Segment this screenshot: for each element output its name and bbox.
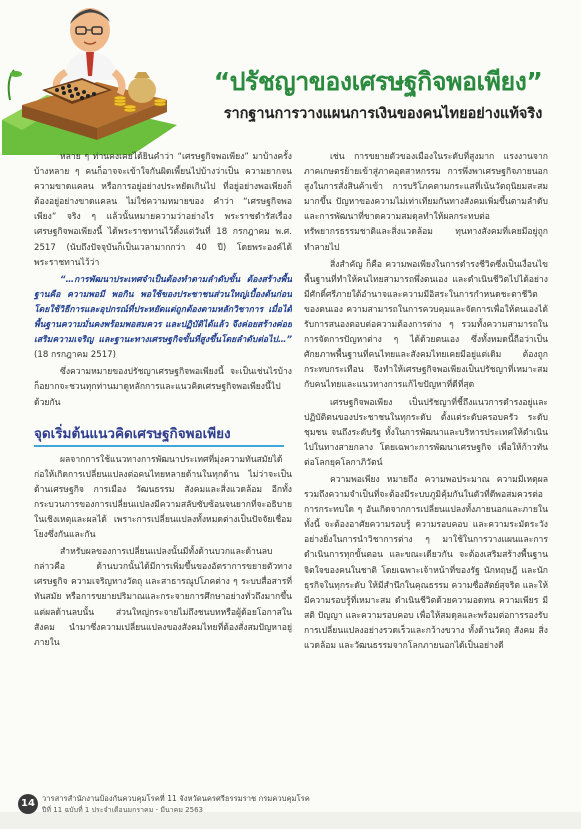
- right-paragraph-1: เช่น การขยายตัวของเมืองในระดับที่สูงมาก แรงงานจากภาคเกษตรย้ายเข้าสู่ภาคอุตสาหกรรม การพึ่งพาเศรษฐกิจภายนอกสูงในการสั่งสินค้าเข้า การบริโภคตามกระแสที่เน้นวัตถุนิยมสะสมมากขึ้น ปัญหาของความไม่เท่าเทียมกันทางสังคมเพิ่มขึ้นตามลำดับ และการพัฒนาที่ขาดความสมดุลทำให้ผลกระทบต่อทรัพยากรธรรมชาติและสิ่งแวดล้อม ทุนทางสังคมที่เคยมีอยู่ถูกทำลายไป: [304, 152, 548, 253]
- journal-issue: ปีที่ 11 ฉบับที่ 1 ประจำเดือนมกราคม - มีนาคม 2563: [42, 806, 203, 814]
- left-paragraph-1: หลาย ๆ ท่านคงเคยได้ยินคำว่า “เศรษฐกิจพอเพียง” มาบ้างครั้ง บ้างหลาย ๆ คนก็อาจจะเข้าใจกันผิดเพี้ยนไปบ้างว่าเป็น ความยากจน ความขาดแคลน หรือการอยู่อย่างประหยัดเกินไป ที่อยู่อย่างพอเพียงก็ต้องอยู่อย่างขาดแคลน ไม่ใช่ความหมายของ คำว่า “เศรษฐกิจพอเพียง” จริง ๆ แล้วนั้นหมายความว่าอย่างไร พระราชดำรัสเรื่องเศรษฐกิจพอเพียงนี้ ได้พระราชทานไว้ตั้งแต่วันที่ 18 กรกฎาคม พ.ศ. 2517 (นับถึงปัจจุบันก็เป็นเวลามากกว่า 40 ปี) โดยพระองค์ได้พระราชทานไว้ว่า: [34, 152, 292, 268]
- article-subtitle: รากฐานการวางแผนการเงินของคนไทยอย่างแท้จริง: [223, 106, 543, 122]
- article-title: “ปรัชญาของเศรษฐกิจพอเพียง”: [213, 67, 543, 96]
- right-column: [304, 150, 548, 790]
- man-with-abacus-illustration: [2, 0, 177, 155]
- left-paragraph-3: ผลจากการใช้แนวทางการพัฒนาประเทศที่มุ่งความทันสมัยได้ก่อให้เกิดการเปลี่ยนแปลงต่อคนไทยหลายด้านในทุกด้าน ไม่ว่าจะเป็นด้านเศรษฐกิจ การเมือง วัฒนธรรม สังคมและสิ่งแวดล้อม อีกทั้งกระบวนการของการเปลี่ยนแปลงมีความสลับซับซ้อนจนยากที่จะอธิบายในเชิงเหตุและผลได้ เพราะการเปลี่ยนแปลงทั้งหมดต่างเป็นปัจจัยเชื่อมโยงซึ่งกันและกัน: [34, 454, 292, 541]
- left-paragraph-4: สำหรับผลของการเปลี่ยนแปลงนั้นมีทั้งด้านบวกและด้านลบ กล่าวคือ ด้านบวกนั้นได้มีการเพิ่มขึ้นของอัตราการขยายตัวทางเศรษฐกิจ ความเจริญทางวัตถุ และสาธารณูปโภคต่าง ๆ ระบบสื่อสารที่ทันสมัย หรือการขยายปริมาณและกระจายการศึกษาอย่างทั่วถึงมากขึ้น แต่ผลด้านลบนั้น ส่วนใหญ่กระจายไม่ถึงชนบทหรือผู้ด้อยโอกาสในสังคม นำมาซึ่งความเปลี่ยนแปลงของสังคมไทยที่ต้องสั่งสมปัญหาอยู่ภายใน: [34, 547, 292, 648]
- royal-quote-date: (18 กรกฎาคม 2517): [34, 350, 117, 361]
- left-paragraph-2: ซึ่งความหมายของปรัชญาเศรษฐกิจพอเพียงนี้ จะเป็นเช่นไรบ้าง ก็อยากจะชวนทุกท่านมาดูหลักการและแนวคิดเศรษฐกิจพอเพียงนี้ไปด้วยกัน: [34, 367, 292, 408]
- right-paragraph-2: สิ่งสำคัญ ก็คือ ความพอเพียงในการดำรงชีวิตซึ่งเป็นเงื่อนไขพื้นฐานที่ทำให้คนไทยสามารถพึ่งตนเอง และดำเนินชีวิตไปได้อย่างมีศักดิ์ศรีภายใต้อำนาจและความมีอิสระในการกำหนดชะตาชีวิตของตนเอง ความสามารถในการควบคุมและจัดการเพื่อให้ตนเองได้รับการสนองตอบต่อความต้องการต่าง ๆ รวมทั้งความสามารถในการจัดการปัญหาต่าง ๆ ได้ด้วยตนเอง ซึ่งทั้งหมดนี้ถือว่าเป็นศักยภาพพื้นฐานที่คนไทยและสังคมไทยเคยมีอยู่แต่เดิม ต้องถูกกระทบกระเทือน จึงทำให้เศรษฐกิจพอเพียงเป็นปรัชญาที่เหมาะสมกับคนไทยและแนวทางการแก้ไขปัญหาที่ดีที่สุด: [304, 259, 548, 391]
- section-title: จุดเริ่มต้นแนวคิดเศรษฐกิจพอเพียง: [34, 425, 231, 442]
- left-column: [34, 150, 292, 790]
- section-heading: [34, 425, 292, 447]
- royal-quote: [34, 273, 292, 364]
- journal-name: วารสารสำนักงานป้องกันควบคุมโรคที่ 11 จังหวัดนครศรีธรรมราช กรมควบคุมโรค: [42, 794, 310, 803]
- section-rule: [34, 445, 284, 447]
- royal-quote-text: “…การพัฒนาประเทศจำเป็นต้องทำตามลำดับขั้น ต้องสร้างพื้นฐานคือ ความพอมี พอกิน พอใช้ของประชาชนส่วนใหญ่เบื้องต้นก่อน โดยใช้วิธีการและอุปกรณ์ที่ประหยัดแต่ถูกต้องตามหลักวิชาการ เมื่อได้พื้นฐานความมั่นคงพร้อมพอสมควร และปฏิบัติได้แล้ว จึงค่อยสร้างค่อยเสริมความเจริญ และฐานะทางเศรษฐกิจขั้นที่สูงขึ้นโดยลำดับต่อไป…”: [34, 274, 292, 346]
- right-paragraph-4: ความพอเพียง หมายถึง ความพอประมาณ ความมีเหตุผลรวมถึงความจำเป็นที่จะต้องมีระบบภูมิคุ้มกันในตัวที่ดีพอสมควรต่อการกระทบใด ๆ อันเกิดจากการเปลี่ยนแปลงทั้งภายนอกและภายใน ทั้งนี้ จะต้องอาศัยความรอบรู้ ความรอบคอบ และความระมัดระวังอย่างยิ่งในการนำวิชาการต่าง ๆ มาใช้ในการวางแผนและการดำเนินการทุกขั้นตอน และขณะเดียวกัน จะต้องเสริมสร้างพื้นฐานจิตใจของคนในชาติ โดยเฉพาะเจ้าหน้าที่ของรัฐ นักทฤษฎี และนักธุรกิจในทุกระดับ ให้มีสำนึกในคุณธรรม ความซื่อสัตย์สุจริต และให้มีความรอบรู้ที่เหมาะสม ดำเนินชีวิตด้วยความอดทน ความเพียร มีสติ ปัญญา และความรอบคอบ เพื่อให้สมดุลและพร้อมต่อการรองรับการเปลี่ยนแปลงอย่างรวดเร็วและกว้างขวาง ทั้งด้านวัตถุ สังคม สิ่งแวดล้อม และวัฒนธรรมจากโลกภายนอกได้เป็นอย่างดี: [304, 474, 548, 651]
- page-number: 14: [18, 794, 38, 814]
- right-paragraph-3: เศรษฐกิจพอเพียง เป็นปรัชญาที่ชี้ถึงแนวการดำรงอยู่และปฏิบัติตนของประชาชนในทุกระดับ ตั้งแต่ระดับครอบครัว ระดับชุมชน จนถึงระดับรัฐ ทั้งในการพัฒนาและบริหารประเทศให้ดำเนินไปในทางสายกลาง โดยเฉพาะการพัฒนาเศรษฐกิจ เพื่อให้ก้าวทันต่อโลกยุคโลกาภิวัตน์: [304, 397, 548, 468]
- page-footer: [18, 788, 558, 818]
